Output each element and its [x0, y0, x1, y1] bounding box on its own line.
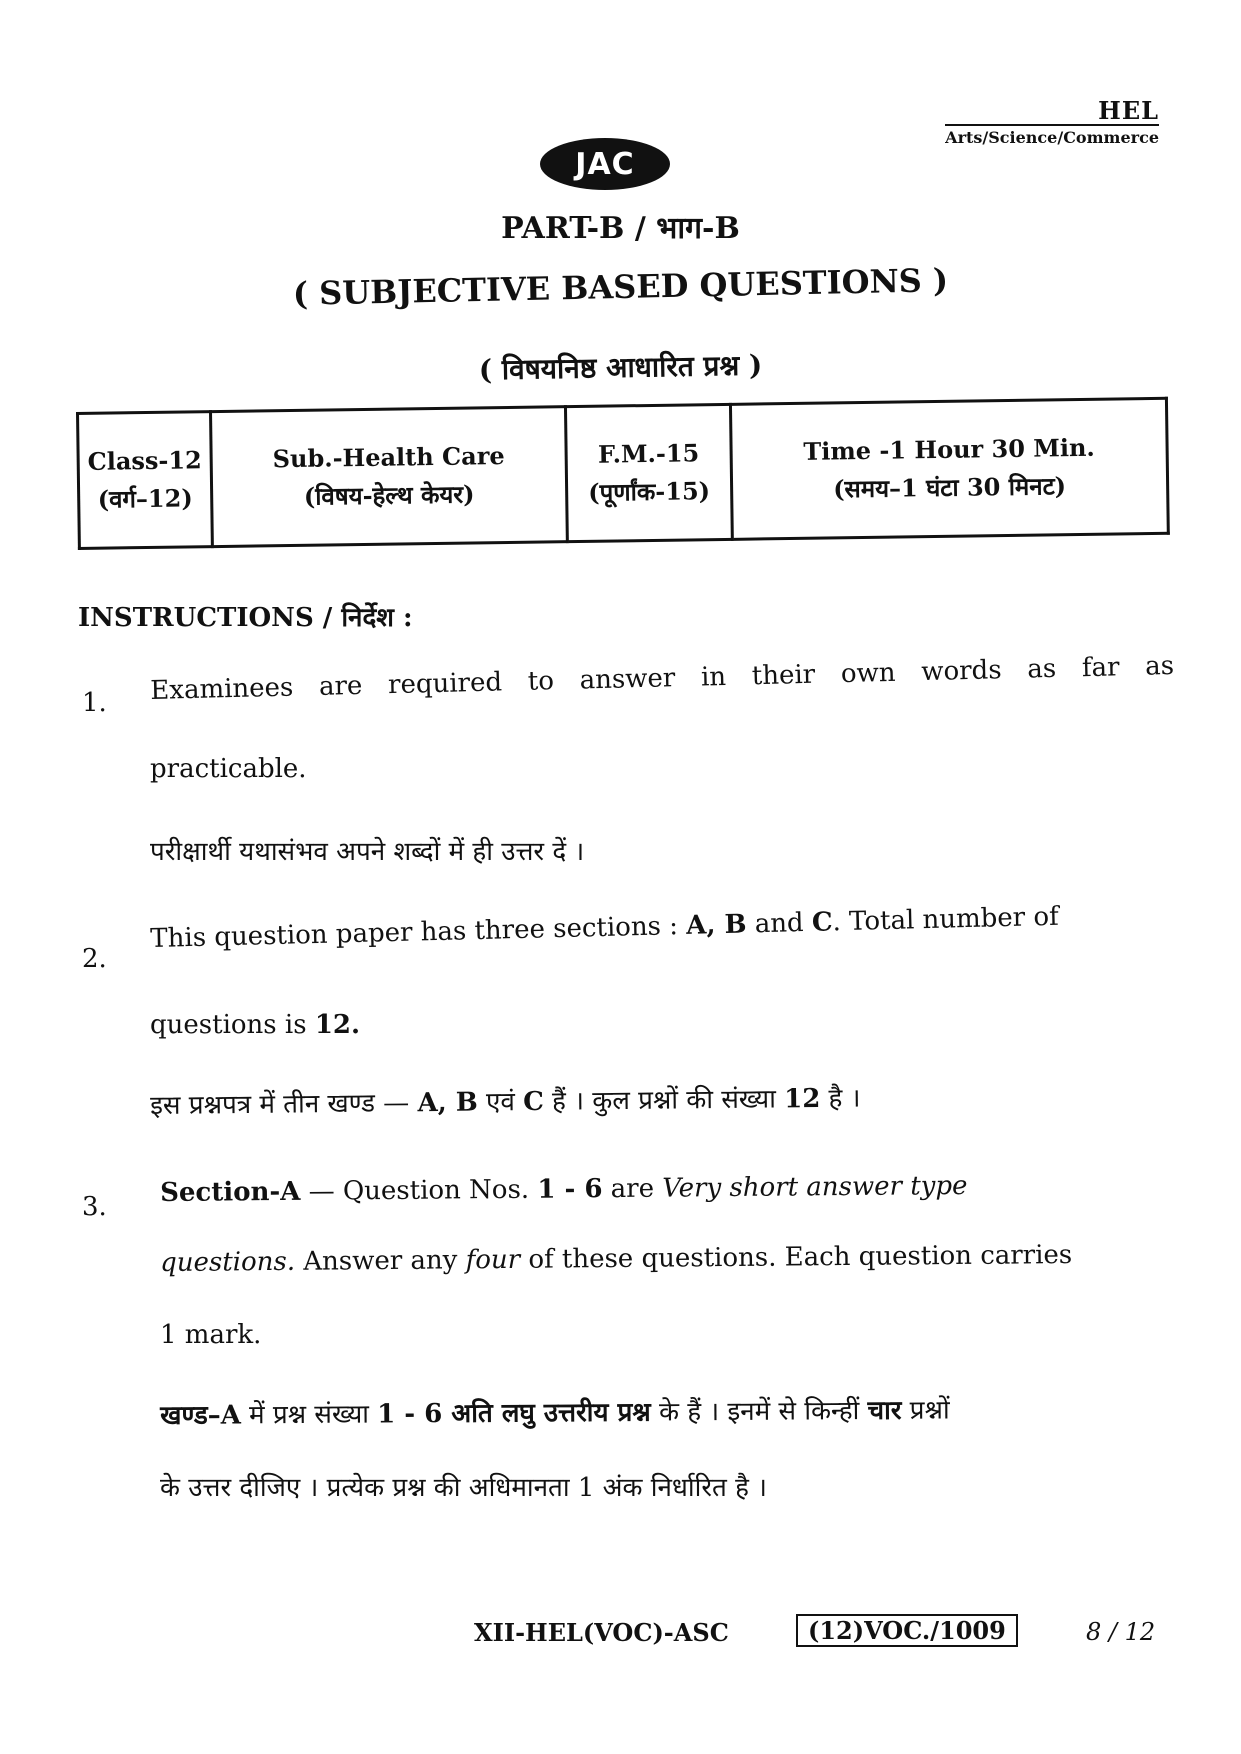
part-title: PART-B / भाग-B	[501, 211, 740, 246]
subject-label: Sub.-Health Care	[272, 441, 505, 474]
instruction-number: 3.	[82, 1192, 107, 1222]
instruction-text: questions is 12.	[150, 1010, 361, 1040]
instruction-text: Examinees are required to answer in their own words as far as	[150, 650, 1175, 706]
exam-info-table	[76, 397, 1170, 550]
instruction-text-hindi: इस प्रश्नपत्र में तीन खण्ड — A, B एवं C हैं । कुल प्रश्नों की संख्या 12 है ।	[150, 1083, 861, 1121]
instructions-heading: INSTRUCTIONS / निर्देश :	[78, 603, 413, 633]
paper-code-block	[945, 98, 1159, 148]
jac-logo	[540, 138, 670, 190]
section-subtitle: ( SUBJECTIVE BASED QUESTIONS )	[292, 261, 949, 313]
marks-label-hindi: (पूर्णांक-15)	[588, 476, 711, 507]
time-cell	[730, 398, 1168, 539]
logo-text: JAC	[575, 146, 635, 182]
subject-cell	[211, 407, 568, 547]
instruction-text: questions. Answer any four of these questions. Each question carries	[160, 1240, 1073, 1278]
subject-label-hindi: (विषय-हेल्थ केयर)	[303, 479, 475, 511]
page-number: 8 / 12	[1086, 1618, 1156, 1646]
class-label-hindi: (वर्ग–12)	[97, 483, 193, 514]
footer-paper-code: XII-HEL(VOC)-ASC	[474, 1618, 729, 1647]
instruction-text: practicable.	[150, 754, 307, 784]
instruction-text: Section-A — Question Nos. 1 - 6 are Very short answer type	[160, 1170, 968, 1208]
time-label: Time -1 Hour 30 Min.	[803, 432, 1095, 466]
instruction-text: 1 mark.	[160, 1320, 262, 1350]
instruction-number: 1.	[82, 688, 107, 718]
instruction-text-hindi: खण्ड–A में प्रश्न संख्या 1 - 6 अति लघु उत्तरीय प्रश्न के हैं । इनमें से किन्हीं चार प्रश्नों	[160, 1395, 950, 1431]
instruction-text-hindi: परीक्षार्थी यथासंभव अपने शब्दों में ही उत्तर दें ।	[150, 837, 585, 867]
stream-label: Arts/Science/Commerce	[945, 124, 1159, 148]
instruction-text: This question paper has three sections : A, B and C. Total number of	[150, 901, 1060, 954]
marks-label: F.M.-15	[597, 438, 700, 469]
instruction-text-hindi: के उत्तर दीजिए । प्रत्येक प्रश्न की अधिमानता 1 अंक निर्धारित है ।	[160, 1473, 768, 1503]
time-label-hindi: (समय–1 घंटा 30 मिनट)	[833, 471, 1067, 504]
instruction-number: 2.	[82, 944, 107, 974]
marks-cell	[565, 404, 732, 541]
paper-code: HEL	[1098, 96, 1159, 125]
class-cell	[78, 412, 213, 549]
section-subtitle-hindi: ( विषयनिष्ठ आधारित प्रश्न )	[478, 348, 763, 387]
class-label: Class-12	[87, 445, 202, 476]
footer-boxed-code: (12)VOC./1009	[796, 1614, 1018, 1647]
